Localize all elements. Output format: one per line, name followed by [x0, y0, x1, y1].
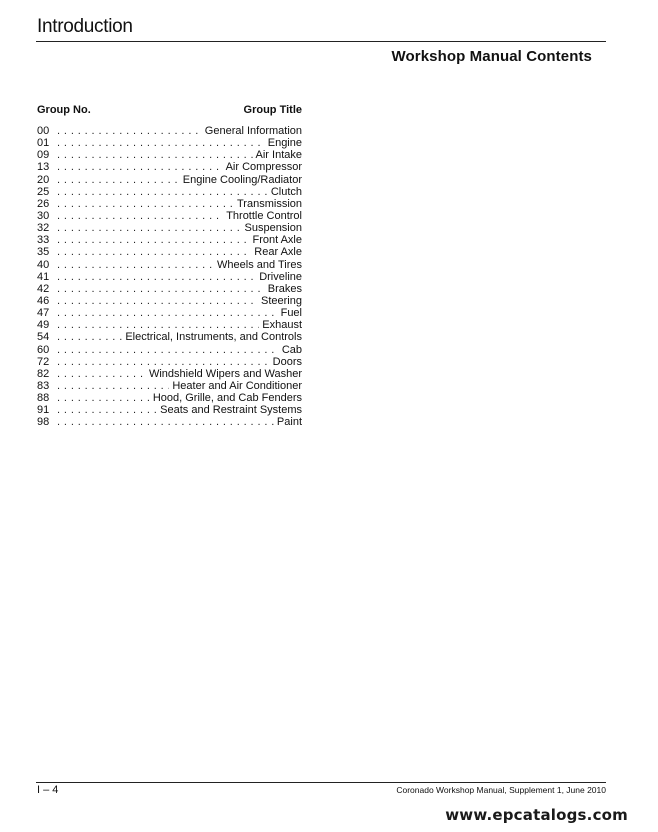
table-row — [37, 234, 302, 246]
dot-leader — [55, 246, 251, 258]
table-row — [37, 222, 302, 234]
page-number: I – 4 — [37, 784, 59, 796]
table-row — [37, 210, 302, 222]
table-row — [37, 380, 302, 392]
group-title: Seats and Restraint Systems — [157, 404, 302, 416]
table-row — [37, 125, 302, 137]
table-row — [37, 295, 302, 307]
table-row — [37, 356, 302, 368]
group-number: 49 — [37, 319, 50, 332]
group-number: 47 — [37, 307, 50, 320]
dot-leader — [55, 356, 270, 368]
group-title: Windshield Wipers and Washer — [146, 368, 302, 380]
group-title: Doors — [270, 356, 302, 368]
footer-rule — [36, 782, 606, 783]
dot-leader — [55, 174, 180, 186]
dot-leader — [55, 307, 278, 319]
dot-leader — [55, 295, 258, 307]
table-row — [37, 331, 302, 343]
group-title: Rear Axle — [251, 246, 302, 258]
dot-leader — [55, 331, 122, 343]
table-row — [37, 137, 302, 149]
table-row — [37, 161, 302, 173]
footer-manual-title: Coronado Workshop Manual, Supplement 1, June 2010 — [396, 785, 606, 795]
group-number: 60 — [37, 343, 50, 356]
group-title: Steering — [258, 295, 302, 307]
group-title: Paint — [274, 416, 302, 428]
group-number: 72 — [37, 355, 50, 368]
header-rule — [36, 41, 606, 42]
dot-leader — [55, 344, 279, 356]
group-title: Wheels and Tires — [214, 259, 302, 271]
group-title: Cab — [279, 344, 302, 356]
table-row — [37, 344, 302, 356]
dot-leader — [55, 186, 268, 198]
group-number: 09 — [37, 149, 50, 162]
contents-header — [37, 104, 302, 121]
dot-leader — [55, 416, 274, 428]
table-row — [37, 319, 302, 331]
group-number: 26 — [37, 197, 50, 210]
group-number: 13 — [37, 161, 50, 174]
group-title: Throttle Control — [223, 210, 302, 222]
table-row — [37, 246, 302, 258]
column-header-group-no: Group No. — [37, 104, 91, 116]
dot-leader — [55, 380, 169, 392]
group-number: 82 — [37, 367, 50, 380]
group-number: 46 — [37, 294, 50, 307]
group-title: Transmission — [234, 198, 302, 210]
group-title: Air Intake — [253, 149, 302, 161]
group-number: 98 — [37, 416, 50, 429]
table-row — [37, 283, 302, 295]
group-number: 25 — [37, 185, 50, 198]
dot-leader — [55, 259, 214, 271]
group-title: Heater and Air Conditioner — [169, 380, 302, 392]
dot-leader — [55, 271, 256, 283]
group-title: Air Compressor — [223, 161, 302, 173]
group-number: 42 — [37, 282, 50, 295]
dot-leader — [55, 234, 249, 246]
dot-leader — [55, 149, 253, 161]
dot-leader — [55, 368, 146, 380]
dot-leader — [55, 392, 150, 404]
dot-leader — [55, 210, 223, 222]
table-row — [37, 174, 302, 186]
table-row — [37, 368, 302, 380]
table-row — [37, 259, 302, 271]
group-number: 88 — [37, 392, 50, 405]
table-row — [37, 198, 302, 210]
group-title: General Information — [202, 125, 302, 137]
dot-leader — [55, 198, 234, 210]
table-row — [37, 186, 302, 198]
watermark: www.epcatalogs.com — [445, 806, 628, 824]
group-number: 30 — [37, 209, 50, 222]
group-number: 33 — [37, 234, 50, 247]
group-number: 00 — [37, 125, 50, 137]
table-row — [37, 416, 302, 428]
dot-leader — [55, 222, 242, 234]
dot-leader — [55, 283, 265, 295]
group-title: Exhaust — [259, 319, 302, 331]
table-row — [37, 271, 302, 283]
contents-table — [37, 104, 302, 429]
group-title: Hood, Grille, and Cab Fenders — [150, 392, 302, 404]
table-row — [37, 149, 302, 161]
group-number: 41 — [37, 270, 50, 283]
group-title: Brakes — [265, 283, 302, 295]
group-number: 32 — [37, 222, 50, 235]
page-header-title: Introduction — [37, 16, 133, 37]
dot-leader — [55, 161, 223, 173]
table-row — [37, 307, 302, 319]
group-title: Electrical, Instruments, and Controls — [122, 331, 302, 343]
group-title: Engine Cooling/Radiator — [180, 174, 302, 186]
dot-leader — [55, 404, 157, 416]
contents-rows — [37, 125, 302, 429]
group-number: 20 — [37, 173, 50, 186]
group-title: Driveline — [256, 271, 302, 283]
group-number: 01 — [37, 137, 50, 150]
dot-leader — [55, 319, 259, 331]
group-title: Suspension — [242, 222, 303, 234]
dot-leader — [55, 137, 265, 149]
group-number: 40 — [37, 258, 50, 271]
group-number: 91 — [37, 404, 50, 417]
group-title: Front Axle — [249, 234, 302, 246]
column-header-group-title: Group Title — [243, 104, 302, 116]
table-row — [37, 404, 302, 416]
group-number: 83 — [37, 379, 50, 392]
group-number: 35 — [37, 246, 50, 259]
group-title: Fuel — [278, 307, 302, 319]
dot-leader — [55, 125, 202, 137]
group-title: Engine — [265, 137, 302, 149]
table-row — [37, 392, 302, 404]
section-title: Workshop Manual Contents — [391, 48, 592, 65]
group-title: Clutch — [268, 186, 302, 198]
group-number: 54 — [37, 331, 50, 344]
